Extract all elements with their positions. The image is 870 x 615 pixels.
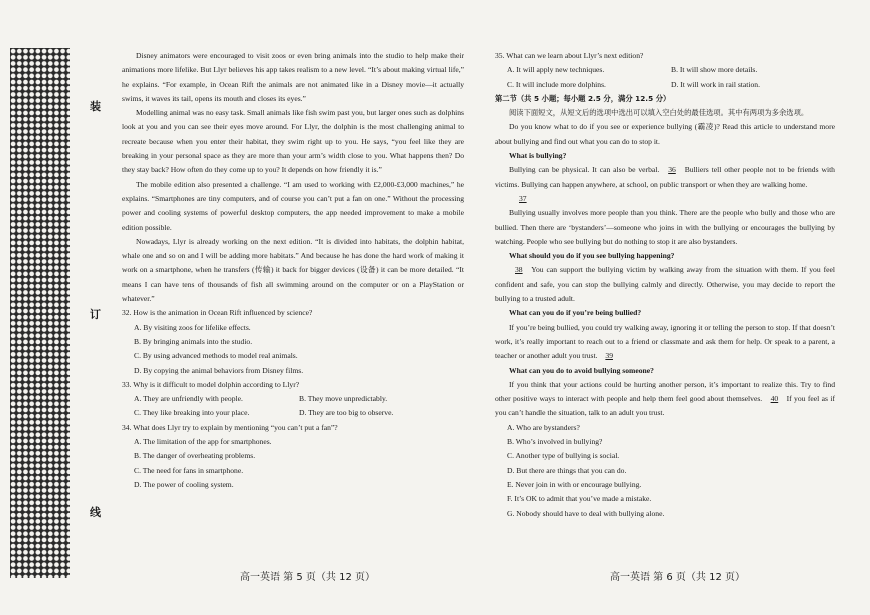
subheading: What can you do if you’re being bullied? (509, 308, 642, 318)
question-32 (122, 306, 464, 377)
page-footer-left: 高一英语 第 5 页（共 12 页） (240, 572, 375, 583)
option: D. By copying the animal behaviors from Disney films. (134, 365, 304, 375)
blank-36: 36 (668, 165, 676, 175)
option: G. Nobody should have to deal with bullying alone. (507, 508, 665, 518)
blank-38: 38 (515, 265, 523, 275)
binding-char-xian: 线 (90, 506, 101, 519)
subheading: What is bullying? (509, 151, 567, 161)
sentence: If you’re being bullied, you could try walking away, ignoring it or telling the person to stop. If that doesn’t work, it’s really important to reach out to a friend or classmate and ask them for help. Or speak to a parent, a teacher or another adult you trust. (495, 322, 835, 361)
passage-paragraph (495, 163, 835, 192)
question-stem: 32. How is the animation in Ocean Rift influenced by science? (122, 308, 313, 318)
option: F. It’s OK to admit that you’ve made a mistake. (507, 494, 652, 504)
option: D. It will work in rail station. (671, 79, 761, 89)
passage-paragraph: Disney animators were encouraged to visit zoos or even bring animals into the studio to help make their animations more lifelike. But Llyr believes his app takes realism to a new level. “It’s about making virtual life,” he explains. “For example, in Ocean Rift the animals are not animated like in a Disney movie—it actually swims, it waves its tail, opens its mouth and closes its eyes.” (122, 51, 464, 103)
question-34 (122, 421, 464, 492)
passage-paragraph: The mobile edition also presented a challenge. “I am used to working with £2,000-£3,000 machines,” he explains. “Smartphones are tiny computers, and of course you can’t put a fan on one.” Without the processing power and cooling systems of powerful desktop computers, the app needed improvement to make a mobile edition possible. (122, 179, 464, 232)
passage-paragraph (495, 321, 835, 364)
passage-paragraph: Modelling animal was no easy task. Small animals like fish swim past you, but larger ones such as dolphins look at you and you can see their eyes move around. For Llyr, the dolphin is the most challenging animal to recreate because when you enter their habitat, they swim right up to you. He says, “you feel like they are breaking in your personal space as they are more than your arm’s width close to you. What happens then? Do they stay back? How often do they come up to you? It depends on how friendly it is.” (122, 108, 464, 175)
option: D. The power of cooling system. (134, 479, 234, 489)
option: E. Never join in with or encourage bullying. (507, 479, 642, 489)
option: C. The need for fans in smartphone. (134, 465, 244, 475)
answer-options (495, 421, 835, 521)
passage-paragraph: Nowadays, Llyr is already working on the next edition. “It is divided into habitats, the dolphin habitat, whale one and so on and I will be adding more habitats.” And because he has done the hard work of making it work on a smartphone, when he transfers (传输) it back for bigger devices (设备) it can be more detailed. “It means I can have tens of thousands of fish all swimming around on the computer or on a PlayStation or whatever.” (122, 236, 464, 304)
option: B. Who’s involved in bullying? (507, 437, 603, 447)
sentence: If you feel as if you can’t handle the situation, talk to an adult you trust. (495, 394, 835, 418)
question-stem: 33. Why is it difficult to model dolphin according to Llyr? (122, 379, 300, 389)
option: C. It will include more dolphins. (507, 79, 606, 89)
page-footer-right: 高一英语 第 6 页（共 12 页） (610, 572, 745, 583)
question-35 (495, 49, 835, 92)
option: C. Another type of bullying is social. (507, 451, 620, 461)
option: C. They like breaking into your place. (134, 408, 250, 418)
binding-char-ding: 订 (90, 308, 101, 321)
section-instruction: 阅读下面短文，从短文后的选项中选出可以填入空白处的最佳选项。其中有两项为多余选项。 (509, 108, 809, 118)
subheading: What can you do to avoid bullying someone? (509, 365, 654, 375)
page-5-column (122, 49, 464, 492)
sentence: You can support the bullying victim by walking away from the situation with them. If you feel confident and safe, you can stop the bullying calmly and directly. Otherwise, you may decide to report the bullying to a trusted adult. (495, 265, 835, 304)
option: A. Who are bystanders? (507, 422, 580, 432)
passage-paragraph (495, 263, 835, 306)
question-stem: 35. What can we learn about Llyr’s next edition? (495, 51, 644, 60)
binding-char-zhuang: 装 (90, 100, 101, 113)
option: B. The danger of overheating problems. (134, 451, 256, 461)
option: A. They are unfriendly with people. (134, 394, 243, 404)
option: D. But there are things that you can do. (507, 465, 627, 475)
sentence: Bulliers tell other people not to be friends with victims. Bullying can happen anywhere, at school, on public transport or when they are walking home. (495, 165, 835, 189)
intro-paragraph: Do you know what to do if you see or experience bullying (霸凌)? Read this article to understand more about bullying and find out what you can do to stop it. (495, 122, 835, 146)
option: A. By visiting zoos for lifelike effects. (134, 322, 251, 332)
passage-paragraph (495, 378, 835, 421)
sentence: Bullying can be physical. It can also be verbal. (509, 165, 660, 175)
page-6-column (495, 49, 835, 521)
option: C. By using advanced methods to model real animals. (134, 351, 298, 361)
option: B. By bringing animals into the studio. (134, 336, 253, 346)
option: A. It will apply new techniques. (507, 65, 605, 75)
section-title: 第二节（共 5 小题；每小题 2.5 分，满分 12.5 分） (495, 93, 671, 103)
blank-40: 40 (770, 394, 779, 404)
option: D. They are too big to observe. (299, 408, 394, 418)
option: B. It will show more details. (671, 65, 758, 75)
subheading: What should you do if you see bullying happening? (509, 251, 675, 261)
option: A. The limitation of the app for smartphones. (134, 437, 272, 447)
option: B. They move unpredictably. (299, 394, 388, 404)
binding-margin-pattern (10, 48, 70, 578)
passage-paragraph: Bullying usually involves more people than you think. There are the people who bully and those who are bullied. Then there are ‘bystanders’—someone who joins in with the bullying or encourages the bullying by watching. People who see bullying but do nothing to stop it are also bystanders. (495, 208, 835, 246)
question-33 (122, 378, 464, 421)
question-stem: 34. What does Llyr try to explain by mentioning “you can’t put a fan”? (122, 422, 338, 432)
blank-39: 39 (605, 351, 613, 361)
blank-37: 37 (519, 193, 527, 203)
sentence: If you think that your actions could be hurting another person, it’s important to realize this. Try to find other positive ways to interact with people and help them feel good about themselves. (495, 379, 835, 404)
